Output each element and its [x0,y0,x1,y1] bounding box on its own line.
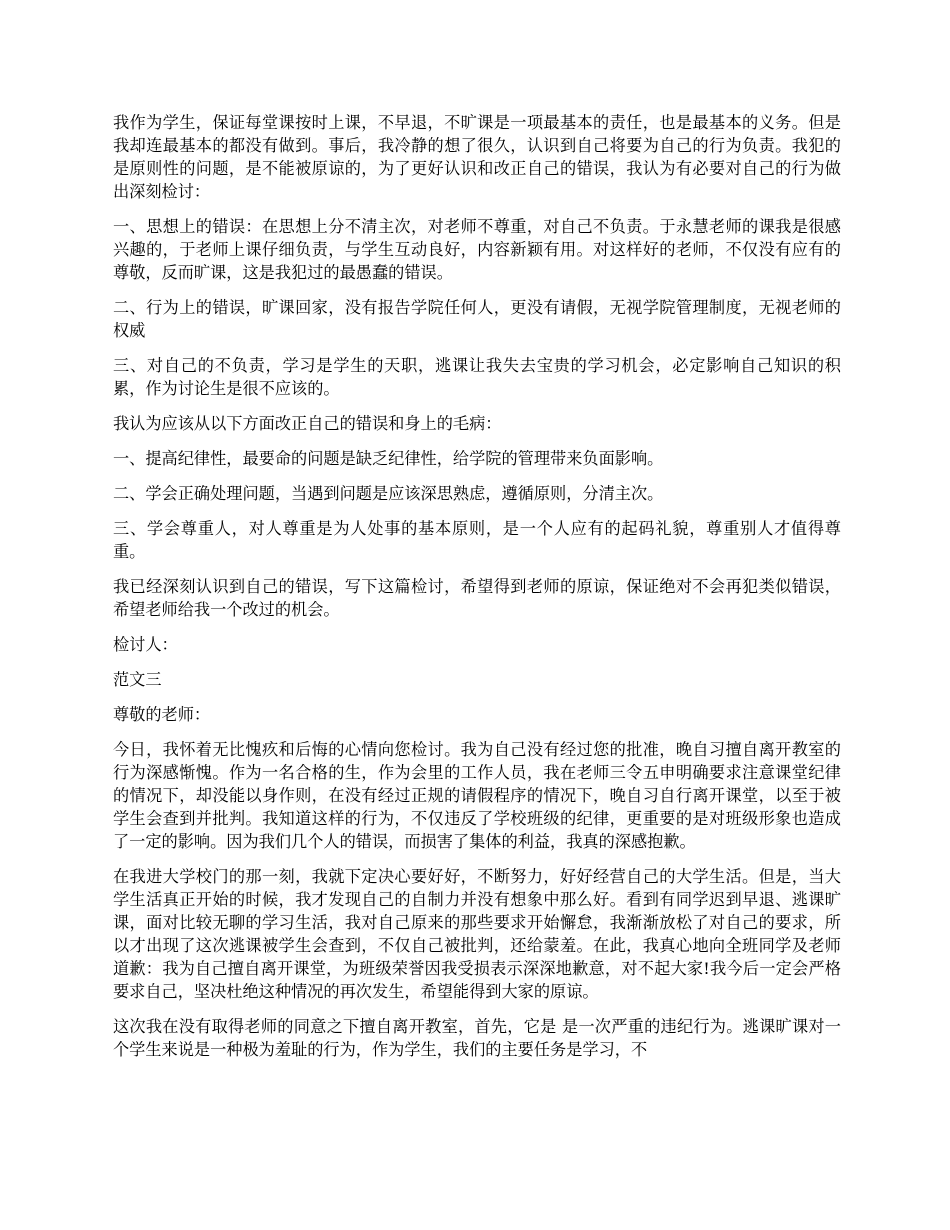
paragraph-intro: 我作为学生，保证每堂课按时上课，不早退，不旷课是一项最基本的责任，也是最基本的义务。但是我却连最基本的都没有做到。事后，我冷静的想了很久，认识到自己将要为自己的行为负责。我犯的是原则性的问题，是不能被原谅的，为了更好认识和改正自己的错误，我认为有必要对自己的行为做出深刻检讨： [113,113,841,201]
paragraph-correction-2: 二、学会正确处理问题，当遇到问题是应该深思熟虑，遵循原则，分清主次。 [113,484,664,503]
paragraph-correction-1: 一、提高纪律性，最要命的问题是缺乏纪律性，给学院的管理带来负面影响。 [113,449,664,468]
section-heading: 范文三 [113,670,162,689]
paragraph-thought-error: 一、思想上的错误：在思想上分不清主次，对老师不尊重，对自己不负责。于永慧老师的课我是很感兴趣的，于老师上课仔细负责，与学生互动良好，内容新颖有用。对这样好的老师，不仅没有应有的尊敬，反而旷课，这是我犯过的最愚蠢的错误。 [113,217,841,282]
salutation: 尊敬的老师： [113,705,211,724]
paragraph-correction-3: 三、学会尊重人，对人尊重是为人处事的基本原则，是一个人应有的起码礼貌，尊重别人才值得尊重。 [113,519,841,561]
paragraph-reflection: 在我进大学校门的那一刻，我就下定决心要好好，不断努力，好好经营自己的大学生活。但是，当大学生活真正开始的时候，我才发现自己的自制力并没有想象中那么好。看到有同学迟到早退、逃课旷课，面对比较无聊的学习生活，我对自己原来的那些要求开始懈怠，我渐渐放松了对自己的要求，所以才出现了这次逃课被学生会查到，不仅自己被批判，还给蒙羞。在此，我真心地向全班同学及老师道歉：我为自己擅自离开课堂，为班级荣誉因我受损表示深深地歉意，对不起大家!我今后一定会严格要求自己，坚决杜绝这种情况的再次发生，希望能得到大家的原谅。 [113,867,841,1001]
paragraph-conclusion: 我已经深刻认识到自己的错误，写下这篇检讨，希望得到老师的原谅，保证绝对不会再犯类似错误，希望老师给我一个改过的机会。 [113,577,841,619]
signature-line: 检讨人： [113,635,178,654]
document-page [113,111,841,1073]
paragraph-apology: 今日，我怀着无比愧疚和后悔的心情向您检讨。我为自己没有经过您的批准，晚自习擅自离开教室的行为深感惭愧。作为一名合格的生，作为会里的工作人员，我在老师三令五申明确要求注意课堂纪律的情况下，却没能以身作则，在没有经过正规的请假程序的情况下，晚自习自行离开课堂，以至于被学生会查到并批判。我知道这样的行为，不仅违反了学校班级的纪律，更重要的是对班级形象也造成了一定的影响。因为我们几个人的错误，而损害了集体的利益，我真的深感抱歉。 [113,740,841,851]
paragraph-continued: 这次我在没有取得老师的同意之下擅自离开教室，首先，它是 是一次严重的违纪行为。逃课旷课对一个学生来说是一种极为羞耻的行为，作为学生，我们的主要任务是学习，不 [113,1017,841,1059]
paragraph-correction-intro: 我认为应该从以下方面改正自己的错误和身上的毛病： [113,414,502,433]
paragraph-irresponsibility: 三、对自己的不负责，学习是学生的天职，逃课让我失去宝贵的学习机会，必定影响自己知识的积累，作为讨论生是很不应该的。 [113,356,841,398]
paragraph-behavior-error: 二、行为上的错误，旷课回家，没有报告学院任何人，更没有请假，无视学院管理制度，无视老师的权威 [113,298,841,340]
